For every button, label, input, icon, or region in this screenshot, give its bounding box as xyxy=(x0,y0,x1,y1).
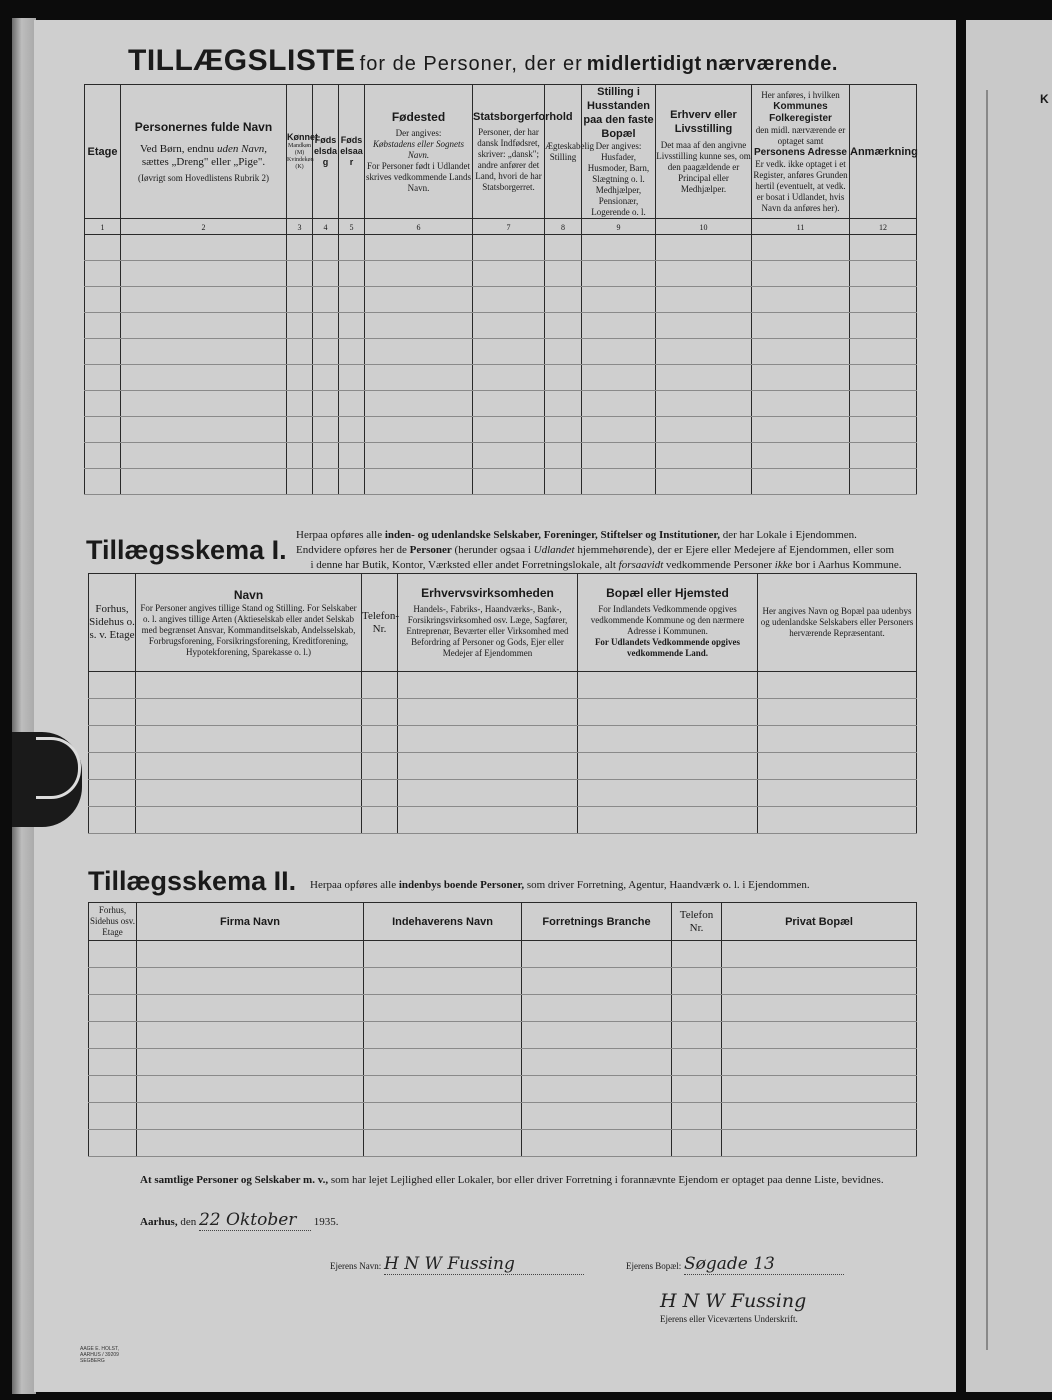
table-row xyxy=(85,365,917,391)
table-row xyxy=(89,968,917,995)
table-row xyxy=(85,339,917,365)
table-row xyxy=(89,1103,917,1130)
signature-block: H N W Fussing Ejerens eller Viceværtens Underskrift. xyxy=(660,1290,807,1324)
schedule-2-table xyxy=(88,902,917,1157)
col-birthplace: Fødested Der angives: Købstadens eller Sognets Navn. For Personer født i Udlandet skrives vedkommende Lands Navn. xyxy=(365,85,473,219)
s2-col-floor: Forhus, Sidehus osv. Etage xyxy=(89,903,137,941)
s1-col-floor: Forhus, Sidehus o. s. v. Etage xyxy=(89,574,136,672)
table-row xyxy=(85,391,917,417)
col-remarks: Anmærkning xyxy=(850,85,917,219)
table-row xyxy=(89,1049,917,1076)
s2-col-private-address: Privat Bopæl xyxy=(722,903,917,941)
s2-col-owner: Indehaverens Navn xyxy=(364,903,522,941)
table-row xyxy=(89,726,917,753)
schedule-2-description: Herpaa opføres alle indenbys boende Personer, som driver Forretning, Agentur, Haandværk o. l. i Ejendommen. xyxy=(310,879,810,891)
col-name: Personernes fulde Navn Ved Børn, endnu uden Navn, sættes „Dreng" eller „Pige". (Iøvrigt som Hovedlistens Rubrik 2) xyxy=(121,85,287,219)
main-list-table xyxy=(84,84,917,495)
owner-name-line: Ejerens Navn: H N W Fussing xyxy=(330,1254,584,1275)
col-household-role: Stilling i Husstanden paa den faste Bopæl Der angives: Husfader, Husmoder, Barn, Slægtning o. l. Medhjælper, Pensionær, Logerende o. l. xyxy=(583,86,654,217)
table-row xyxy=(85,261,917,287)
table-row xyxy=(85,417,917,443)
table-row xyxy=(89,1076,917,1103)
document-title: TILLÆGSLISTE for de Personer, der er midlertidigt nærværende. xyxy=(128,44,838,77)
schedule-2-title: Tillægsskema II. xyxy=(88,866,297,896)
s1-col-residence: Bopæl eller Hjemsted For Indlandets Vedkommende opgives vedkommende Kommune og den nærmere Adresse i Kommunen. For Udlandets Vedkommende opgives vedkommende Land. xyxy=(578,574,758,672)
schedule-1-header xyxy=(89,574,917,672)
schedule-1-table xyxy=(88,573,917,834)
column-number-row: 1 2 3 4 5 6 7 8 9 10 11 12 xyxy=(85,219,917,235)
adjacent-page-edge xyxy=(986,90,988,1350)
col-birthyear: Fødselsaar xyxy=(339,85,365,219)
col-marital: Ægteskabelig Stilling xyxy=(545,85,582,219)
table-row xyxy=(85,443,917,469)
s1-col-name: Navn For Personer angives tillige Stand og Stilling. For Selskaber o. l. angives tillige Arten (Aktieselskab eller andet Selskab med begrænset Ansvar, Kommanditselskab, Andelsselskab, Forbrugsforening, Forsikringsforening, Kreditforening, Hypotekforening, Sparekasse o. l.) xyxy=(136,574,362,672)
owner-address-line: Ejerens Bopæl: Søgade 13 xyxy=(626,1254,844,1275)
col-occupation: Erhverv eller Livsstilling Det maa af den angivne Livsstilling kunne ses, om den paagældende er Principal eller Medhjælper. xyxy=(656,85,752,219)
adjacent-page-letter: K xyxy=(1040,92,1049,106)
table-row xyxy=(85,287,917,313)
table-header-row xyxy=(85,85,917,219)
schedule-1-description: Herpaa opføres alle inden- og udenlandske Selskaber, Foreninger, Stiftelser og Institutioner, der har Lokale i Ejendommen. Endvidere opføres her de Personer (herunder ogsaa i Udlandet hjemmehørende), der er Ejere eller Medejere af Ejendommen, eller som i denne har Butik, Kontor, Værksted eller andet Forretningslokale, alt forsaavidt vedkommende Personer ikke bor i Aarhus Kommune. xyxy=(296,529,902,571)
s2-col-firm: Firma Navn xyxy=(137,903,364,941)
s1-col-business: Erhvervsvirksomheden Handels-, Fabriks-, Haandværks-, Bank-, Forsikringsvirksomhed osv. Læge, Sagfører, Entreprenør, Beværter eller Virksomhed med Befordring af Personer og Gods, Ejer eller Medejer af Ejendommen xyxy=(398,574,578,672)
col-registry: Her anføres, i hvilken Kommunes Folkeregister den midl. nærværende er optaget samt Personens Adresse Er vedk. ikke optaget i et Register, anføres Grunden hertil (eventuelt, at vedk. er bosat i Udlandet, hvis Navn da anføres her). xyxy=(752,85,850,219)
col-citizenship: Statsborgerforhold Personer, der har dansk Indfødsret, skriver: „dansk"; andre anfører det Land, hvori de har Statsborgerret. xyxy=(473,85,545,219)
col-gender: Kønnet Mandkøn (M) Kvindekøn (K) xyxy=(287,85,313,219)
handwritten-owner-name: H N W Fussing xyxy=(383,1254,515,1274)
table-row xyxy=(85,469,917,495)
table-row xyxy=(89,780,917,807)
printer-imprint: AAGE E. HOLST, AARHUS / 39209 SEGBERG xyxy=(80,1346,119,1364)
s2-col-branch: Forretnings Branche xyxy=(522,903,672,941)
table-row xyxy=(89,1130,917,1157)
adjacent-page xyxy=(966,20,1052,1392)
book-binding xyxy=(12,18,36,1394)
handwritten-signature: H N W Fussing xyxy=(660,1290,807,1312)
table-row xyxy=(89,672,917,699)
s1-col-phone: Telefon-Nr. xyxy=(362,574,398,672)
date-line: Aarhus, den 22 Oktober 1935. xyxy=(140,1210,339,1230)
table-row xyxy=(89,941,917,968)
s1-col-representative: Her angives Navn og Bopæl paa udenbys og udenlandske Selskabers eller Personers herværende Repræsentant. xyxy=(758,574,917,672)
col-etage: Etage xyxy=(85,85,121,219)
table-row xyxy=(89,699,917,726)
table-row xyxy=(89,1022,917,1049)
schedule-2-header xyxy=(89,903,917,941)
attestation-statement: At samtlige Personer og Selskaber m. v., som har lejet Lejlighed eller Lokaler, bor eller driver Forretning i forannævnte Ejendom er optaget paa denne Liste, bevidnes. xyxy=(140,1174,884,1186)
table-row xyxy=(85,235,917,261)
handwritten-date: 22 Oktober xyxy=(198,1210,297,1230)
table-row xyxy=(89,753,917,780)
col-birthday: Fødselsdag xyxy=(313,85,339,219)
s2-col-phone: Telefon Nr. xyxy=(672,903,722,941)
handwritten-owner-address: Søgade 13 xyxy=(684,1254,775,1274)
table-row xyxy=(89,995,917,1022)
table-row xyxy=(89,807,917,834)
schedule-1-title: Tillægsskema I. xyxy=(86,535,287,565)
table-row xyxy=(85,313,917,339)
